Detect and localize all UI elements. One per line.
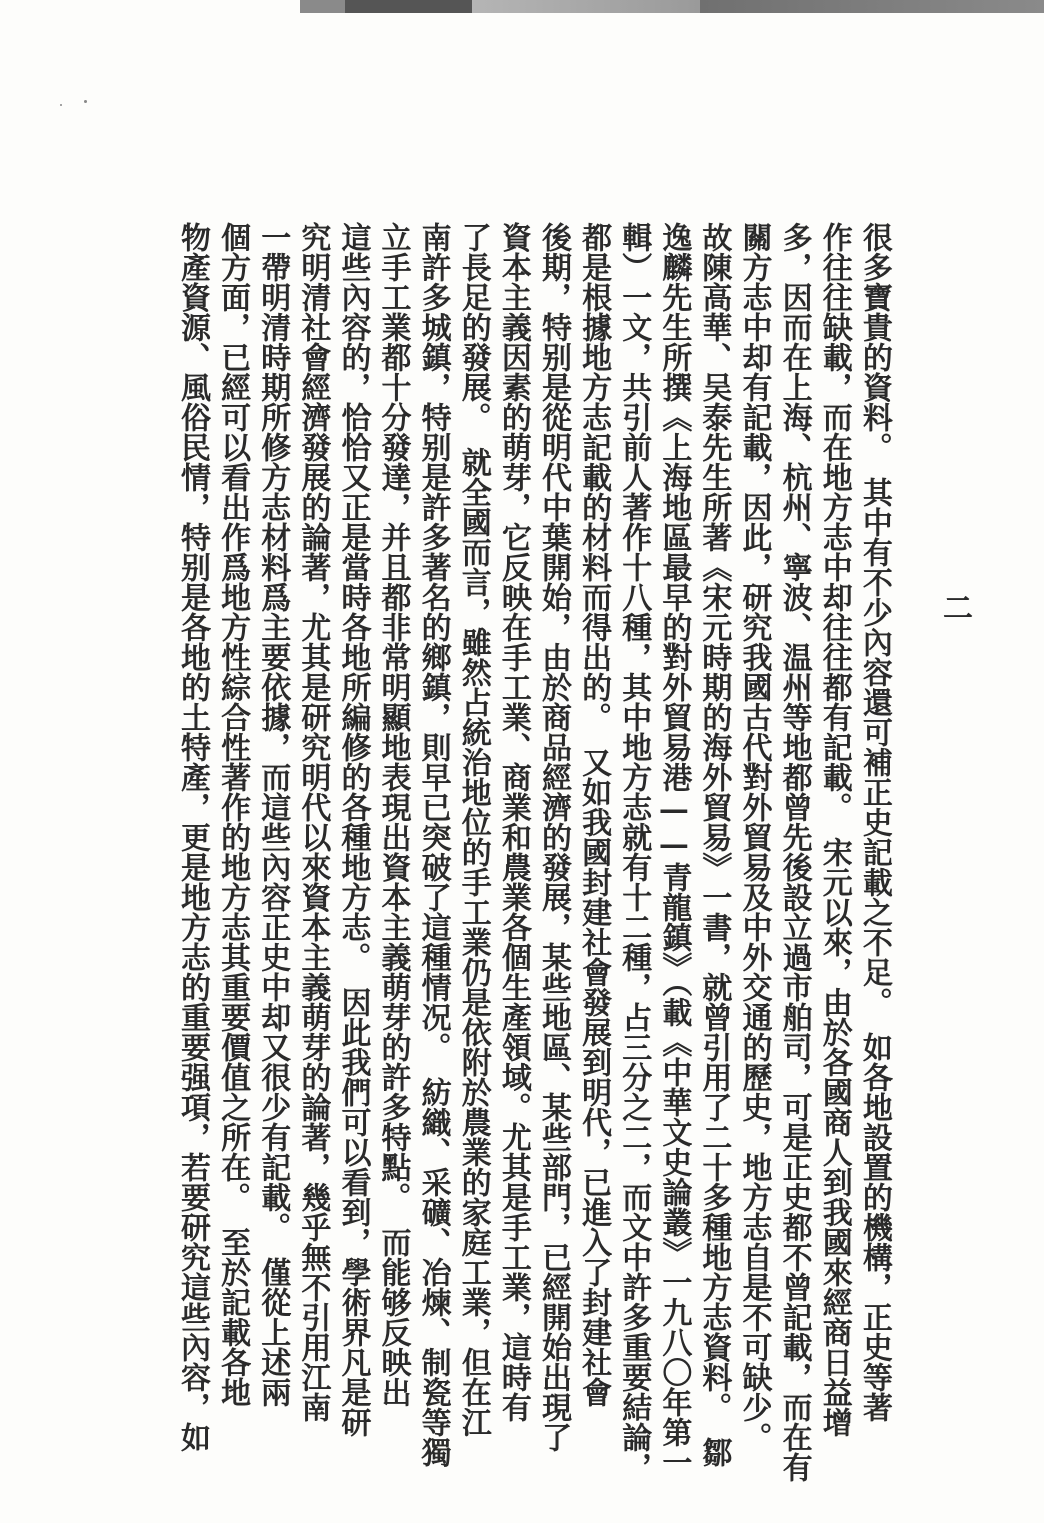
text-column: 資本主義因素的萌芽，它反映在手工業、商業和農業各個生產領域。尤其是手工業，這時有 [495,222,531,1422]
text-column: 後期，特别是從明代中葉開始，由於商品經濟的發展，某些地區、某些部門，已經開始出現了 [535,222,571,1452]
text-column: 多，因而在上海、杭州、寧波、温州等地都曾先後設立過市舶司，可是正史都不曾記載，而在有 [776,222,812,1482]
text-column: 立手工業都十分發達，并且都非常明顯地表現出資本主義萌芽的許多特點。 而能够反映出 [375,222,411,1407]
text-column: 個方面，已經可以看出作爲地方性綜合性著作的地方志其重要價值之所在。 至於記載各地 [215,222,251,1407]
body-text [174,222,892,1482]
text-column: 都是根據地方志記載的材料而得出的。 又如我國封建社會發展到明代，已進入了封建社會 [576,222,612,1407]
text-column: 很多寶貴的資料。 其中有不少內容還可補正史記載之不足。 如各地設置的機構，正史等著 [856,222,892,1422]
text-column: 逸麟先生所撰《上海地區最早的對外貿易港——青龍鎮》（載《中華文史論叢》一九八〇年第一 [656,222,692,1477]
text-column: 一帶明清時期所修方志材料爲主要依據，而這些內容正史中却又很少有記載。 僅從上述兩 [255,222,291,1407]
scan-speck [84,100,87,103]
text-column: 故陳高華、吴泰先生所著《宋元時期的海外貿易》一書，就曾引用了二十多種地方志資料。 鄒 [696,222,732,1467]
page-number: 二 [937,592,972,622]
scan-edge-strip [300,0,1044,13]
text-column: 究明清社會經濟發展的論著，尤其是研究明代以來資本主義萌芽的論著，幾乎無不引用江南 [295,222,331,1422]
text-column: 關方志中却有記載，因此，研究我國古代對外貿易及中外交通的歷史，地方志自是不可缺少。 [736,222,772,1452]
scan-speck [60,104,62,106]
text-column: 這些內容的，恰恰又正是當時各地所編修的各種地方志。 因此我們可以看到，學術界凡是研 [335,222,371,1437]
text-column: 輯）一文，共引前人著作十八種，其中地方志就有十二種，占三分之二，而文中許多重要結論， [616,222,652,1482]
text-column: 南許多城鎮，特别是許多著名的鄉鎮，則早已突破了這種情况。 紡織、采礦、冶煉、制瓷等獨 [415,222,451,1467]
text-column: 作往往缺載，而在地方志中却往往都有記載。 宋元以來，由於各國商人到我國來經商日益增 [816,222,852,1437]
text-column: 物產資源、風俗民情，特别是各地的土特產，更是地方志的重要强項，若要研究這些內容，如 [175,222,210,1452]
text-column: 了長足的發展。 就全國而言，雖然占統治地位的手工業仍是依附於農業的家庭工業，但在江 [455,222,491,1437]
